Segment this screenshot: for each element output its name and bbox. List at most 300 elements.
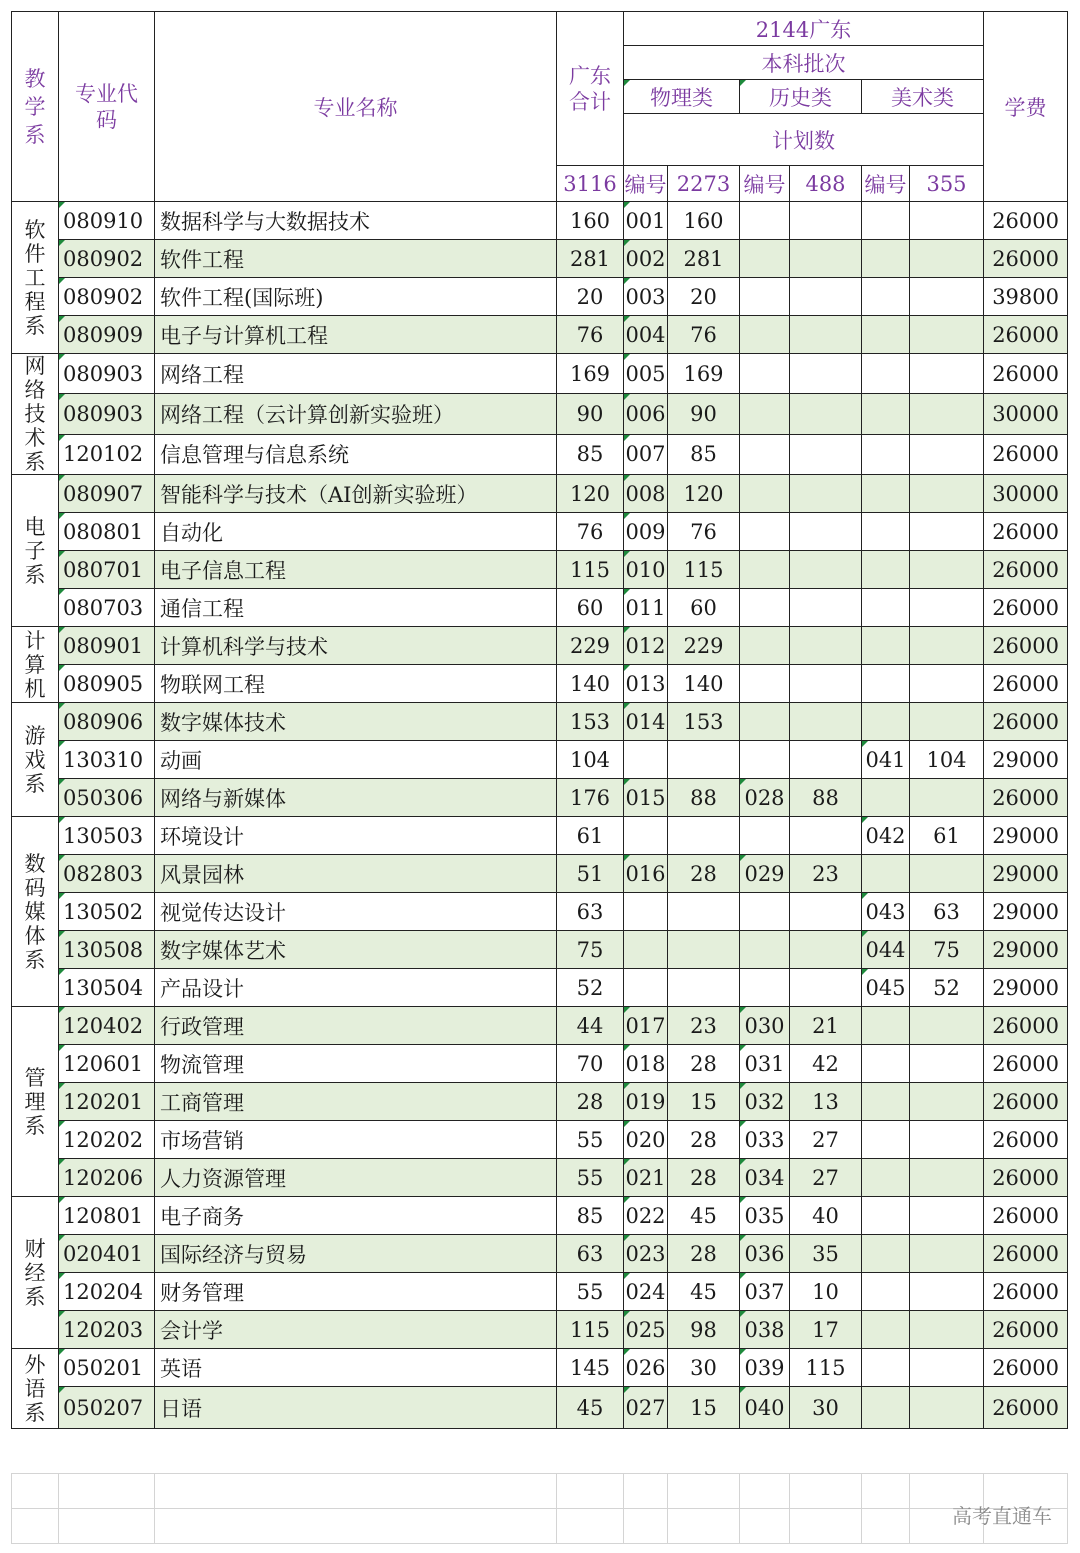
history-plan-cell: 42	[790, 1045, 862, 1083]
code-cell: 080906	[59, 703, 155, 741]
table-row	[12, 817, 1068, 855]
total-cell: 63	[557, 1235, 624, 1273]
name-cell: 数字媒体技术	[155, 703, 557, 741]
physics-serial-cell: 010	[624, 551, 668, 589]
header-serial-history: 编号	[740, 166, 790, 202]
history-serial-cell: 033	[740, 1121, 790, 1159]
name-cell: 物联网工程	[155, 665, 557, 703]
physics-plan-cell: 85	[668, 434, 740, 474]
history-plan-cell: 27	[790, 1121, 862, 1159]
art-serial-cell: 042	[862, 817, 910, 855]
history-serial-cell	[740, 240, 790, 278]
history-plan-cell	[790, 316, 862, 354]
name-cell: 网络工程（云计算创新实验班）	[155, 394, 557, 434]
history-serial-cell: 035	[740, 1197, 790, 1235]
fee-cell: 26000	[984, 1121, 1068, 1159]
physics-plan-cell: 28	[668, 1235, 740, 1273]
table-row	[12, 1387, 1068, 1429]
physics-plan-cell: 160	[668, 202, 740, 240]
fee-cell: 26000	[984, 551, 1068, 589]
physics-plan-cell: 28	[668, 855, 740, 893]
total-cell: 176	[557, 779, 624, 817]
physics-plan-cell: 281	[668, 240, 740, 278]
header-batch: 本科批次	[624, 46, 984, 80]
history-plan-cell: 17	[790, 1311, 862, 1349]
history-serial-cell: 032	[740, 1083, 790, 1121]
history-plan-cell: 88	[790, 779, 862, 817]
art-serial-cell	[862, 394, 910, 434]
table-row	[12, 855, 1068, 893]
fee-cell: 26000	[984, 1387, 1068, 1429]
history-plan-cell	[790, 240, 862, 278]
name-cell: 智能科学与技术（AI创新实验班）	[155, 475, 557, 513]
table-row	[12, 627, 1068, 665]
name-cell: 环境设计	[155, 817, 557, 855]
physics-serial-cell: 011	[624, 589, 668, 627]
history-serial-cell	[740, 741, 790, 779]
physics-serial-cell: 017	[624, 1007, 668, 1045]
code-cell: 120203	[59, 1311, 155, 1349]
physics-serial-cell: 002	[624, 240, 668, 278]
history-serial-cell	[740, 434, 790, 474]
physics-plan-cell: 140	[668, 665, 740, 703]
table-row	[12, 1159, 1068, 1197]
art-serial-cell	[862, 665, 910, 703]
name-cell: 电子与计算机工程	[155, 316, 557, 354]
header-art-plan: 355	[910, 166, 984, 202]
physics-serial-cell: 020	[624, 1121, 668, 1159]
art-serial-cell	[862, 316, 910, 354]
history-plan-cell: 10	[790, 1273, 862, 1311]
code-cell: 130504	[59, 969, 155, 1007]
code-cell: 120601	[59, 1045, 155, 1083]
header-gd-total: 广东 合计	[557, 12, 624, 166]
physics-serial-cell: 009	[624, 513, 668, 551]
code-cell: 050201	[59, 1349, 155, 1387]
total-cell: 51	[557, 855, 624, 893]
physics-plan-cell: 76	[668, 316, 740, 354]
history-serial-cell: 040	[740, 1387, 790, 1429]
fee-cell: 26000	[984, 1349, 1068, 1387]
physics-plan-cell: 45	[668, 1273, 740, 1311]
table-row	[12, 1349, 1068, 1387]
art-plan-cell	[910, 1045, 984, 1083]
art-plan-cell	[910, 703, 984, 741]
fee-cell: 26000	[984, 589, 1068, 627]
art-serial-cell	[862, 589, 910, 627]
physics-serial-cell: 027	[624, 1387, 668, 1429]
table-row	[12, 1121, 1068, 1159]
physics-serial-cell: 005	[624, 354, 668, 394]
physics-plan-cell: 60	[668, 589, 740, 627]
art-plan-cell	[910, 665, 984, 703]
name-cell: 软件工程(国际班)	[155, 278, 557, 316]
dept-cell: 财 经 系	[12, 1197, 59, 1349]
art-plan-cell	[910, 354, 984, 394]
physics-serial-cell	[624, 969, 668, 1007]
name-cell: 电子信息工程	[155, 551, 557, 589]
table-row	[12, 513, 1068, 551]
header-plan: 计划数	[624, 115, 984, 166]
fee-cell: 26000	[984, 1273, 1068, 1311]
art-serial-cell	[862, 202, 910, 240]
fee-cell: 26000	[984, 627, 1068, 665]
dept-cell: 网 络 技 术 系	[12, 354, 59, 475]
dept-cell: 外 语 系	[12, 1349, 59, 1429]
fee-cell: 29000	[984, 969, 1068, 1007]
physics-plan-cell: 90	[668, 394, 740, 434]
total-cell: 229	[557, 627, 624, 665]
code-cell: 080903	[59, 394, 155, 434]
name-cell: 计算机科学与技术	[155, 627, 557, 665]
physics-serial-cell: 019	[624, 1083, 668, 1121]
code-cell: 050306	[59, 779, 155, 817]
fee-cell: 30000	[984, 394, 1068, 434]
history-plan-cell: 13	[790, 1083, 862, 1121]
fee-cell: 26000	[984, 316, 1068, 354]
fee-cell: 26000	[984, 1235, 1068, 1273]
history-serial-cell	[740, 931, 790, 969]
code-cell: 020401	[59, 1235, 155, 1273]
code-cell: 080909	[59, 316, 155, 354]
art-plan-cell	[910, 1349, 984, 1387]
history-plan-cell: 40	[790, 1197, 862, 1235]
physics-plan-cell: 120	[668, 475, 740, 513]
table-row	[12, 893, 1068, 931]
physics-serial-cell: 008	[624, 475, 668, 513]
physics-plan-cell: 28	[668, 1045, 740, 1083]
name-cell: 通信工程	[155, 589, 557, 627]
total-cell: 140	[557, 665, 624, 703]
art-plan-cell	[910, 627, 984, 665]
art-plan-cell: 75	[910, 931, 984, 969]
header-history-plan: 488	[790, 166, 862, 202]
history-serial-cell	[740, 354, 790, 394]
dept-cell: 游 戏 系	[12, 703, 59, 817]
dept-cell: 管 理 系	[12, 1007, 59, 1197]
code-cell: 130503	[59, 817, 155, 855]
total-cell: 85	[557, 1197, 624, 1235]
history-plan-cell	[790, 475, 862, 513]
fee-cell: 39800	[984, 278, 1068, 316]
art-plan-cell	[910, 1197, 984, 1235]
art-serial-cell: 045	[862, 969, 910, 1007]
physics-serial-cell: 003	[624, 278, 668, 316]
header-serial-art: 编号	[862, 166, 910, 202]
physics-serial-cell: 015	[624, 779, 668, 817]
fee-cell: 29000	[984, 817, 1068, 855]
art-plan-cell	[910, 278, 984, 316]
total-cell: 90	[557, 394, 624, 434]
history-plan-cell	[790, 589, 862, 627]
history-serial-cell: 034	[740, 1159, 790, 1197]
history-serial-cell: 039	[740, 1349, 790, 1387]
art-plan-cell	[910, 551, 984, 589]
fee-cell: 29000	[984, 893, 1068, 931]
name-cell: 财务管理	[155, 1273, 557, 1311]
fee-cell: 26000	[984, 665, 1068, 703]
history-plan-cell: 27	[790, 1159, 862, 1197]
table-row	[12, 589, 1068, 627]
art-serial-cell: 044	[862, 931, 910, 969]
name-cell: 电子商务	[155, 1197, 557, 1235]
code-cell: 120102	[59, 434, 155, 474]
art-serial-cell	[862, 1235, 910, 1273]
header-code: 专业代 码	[59, 12, 155, 202]
code-cell: 080903	[59, 354, 155, 394]
physics-plan-cell: 153	[668, 703, 740, 741]
code-cell: 120202	[59, 1121, 155, 1159]
history-serial-cell	[740, 475, 790, 513]
history-plan-cell	[790, 969, 862, 1007]
history-serial-cell: 028	[740, 779, 790, 817]
table-row	[12, 354, 1068, 394]
name-cell: 国际经济与贸易	[155, 1235, 557, 1273]
code-cell: 050207	[59, 1387, 155, 1429]
art-serial-cell	[862, 1159, 910, 1197]
code-cell: 080907	[59, 475, 155, 513]
total-cell: 153	[557, 703, 624, 741]
table-row	[12, 1083, 1068, 1121]
physics-plan-cell: 88	[668, 779, 740, 817]
history-plan-cell: 30	[790, 1387, 862, 1429]
art-serial-cell	[862, 1007, 910, 1045]
total-cell: 145	[557, 1349, 624, 1387]
physics-plan-cell	[668, 817, 740, 855]
physics-serial-cell: 016	[624, 855, 668, 893]
art-serial-cell	[862, 1121, 910, 1159]
name-cell: 动画	[155, 741, 557, 779]
history-serial-cell	[740, 589, 790, 627]
name-cell: 英语	[155, 1349, 557, 1387]
art-serial-cell: 041	[862, 741, 910, 779]
art-plan-cell	[910, 1273, 984, 1311]
history-plan-cell	[790, 893, 862, 931]
table-row	[12, 1197, 1068, 1235]
art-serial-cell	[862, 1273, 910, 1311]
physics-serial-cell	[624, 893, 668, 931]
physics-serial-cell: 013	[624, 665, 668, 703]
table-row	[12, 240, 1068, 278]
total-cell: 44	[557, 1007, 624, 1045]
physics-serial-cell: 023	[624, 1235, 668, 1273]
physics-serial-cell: 026	[624, 1349, 668, 1387]
total-cell: 75	[557, 931, 624, 969]
art-serial-cell	[862, 513, 910, 551]
physics-plan-cell: 229	[668, 627, 740, 665]
physics-serial-cell	[624, 817, 668, 855]
physics-plan-cell: 28	[668, 1159, 740, 1197]
code-cell: 080801	[59, 513, 155, 551]
art-plan-cell	[910, 394, 984, 434]
code-cell: 130502	[59, 893, 155, 931]
physics-serial-cell: 006	[624, 394, 668, 434]
header-batch-code: 2144广东	[624, 12, 984, 46]
history-plan-cell	[790, 703, 862, 741]
physics-plan-cell	[668, 931, 740, 969]
code-cell: 120204	[59, 1273, 155, 1311]
header-serial-physics: 编号	[624, 166, 668, 202]
name-cell: 人力资源管理	[155, 1159, 557, 1197]
history-plan-cell	[790, 354, 862, 394]
header-physics-plan: 2273	[668, 166, 740, 202]
code-cell: 120206	[59, 1159, 155, 1197]
name-cell: 产品设计	[155, 969, 557, 1007]
art-plan-cell	[910, 1159, 984, 1197]
code-cell: 120402	[59, 1007, 155, 1045]
history-serial-cell	[740, 703, 790, 741]
dept-cell: 电 子 系	[12, 475, 59, 627]
code-cell: 082803	[59, 855, 155, 893]
history-serial-cell	[740, 513, 790, 551]
art-serial-cell	[862, 475, 910, 513]
art-serial-cell	[862, 855, 910, 893]
history-plan-cell	[790, 551, 862, 589]
table-row	[12, 202, 1068, 240]
header-total-plan: 3116	[557, 166, 624, 202]
fee-cell: 26000	[984, 1197, 1068, 1235]
art-plan-cell	[910, 434, 984, 474]
table-row	[12, 1235, 1068, 1273]
art-plan-cell	[910, 1121, 984, 1159]
history-plan-cell	[790, 394, 862, 434]
fee-cell: 26000	[984, 513, 1068, 551]
table-row	[12, 969, 1068, 1007]
art-plan-cell	[910, 1007, 984, 1045]
fee-cell: 26000	[984, 1045, 1068, 1083]
fee-cell: 29000	[984, 741, 1068, 779]
art-serial-cell: 043	[862, 893, 910, 931]
history-serial-cell	[740, 665, 790, 703]
table-row	[12, 1045, 1068, 1083]
physics-plan-cell: 15	[668, 1387, 740, 1429]
history-plan-cell	[790, 434, 862, 474]
history-serial-cell	[740, 817, 790, 855]
total-cell: 70	[557, 1045, 624, 1083]
total-cell: 45	[557, 1387, 624, 1429]
history-serial-cell: 031	[740, 1045, 790, 1083]
total-cell: 115	[557, 551, 624, 589]
table-row	[12, 434, 1068, 474]
total-cell: 63	[557, 893, 624, 931]
total-cell: 281	[557, 240, 624, 278]
history-serial-cell: 029	[740, 855, 790, 893]
total-cell: 76	[557, 316, 624, 354]
art-serial-cell	[862, 1311, 910, 1349]
art-serial-cell	[862, 354, 910, 394]
enrollment-plan-table	[11, 11, 1068, 1429]
physics-plan-cell: 115	[668, 551, 740, 589]
physics-serial-cell: 025	[624, 1311, 668, 1349]
code-cell: 120201	[59, 1083, 155, 1121]
art-plan-cell	[910, 316, 984, 354]
name-cell: 网络工程	[155, 354, 557, 394]
total-cell: 115	[557, 1311, 624, 1349]
history-plan-cell	[790, 817, 862, 855]
art-plan-cell	[910, 1311, 984, 1349]
physics-serial-cell: 007	[624, 434, 668, 474]
physics-plan-cell: 98	[668, 1311, 740, 1349]
art-plan-cell	[910, 1083, 984, 1121]
name-cell: 自动化	[155, 513, 557, 551]
art-serial-cell	[862, 1387, 910, 1429]
physics-plan-cell: 20	[668, 278, 740, 316]
header-dept: 教 学 系	[12, 12, 59, 202]
dept-cell: 数 码 媒 体 系	[12, 817, 59, 1007]
history-plan-cell	[790, 665, 862, 703]
history-plan-cell	[790, 931, 862, 969]
art-serial-cell	[862, 240, 910, 278]
table-row	[12, 316, 1068, 354]
header-art: 美术类	[862, 80, 984, 114]
art-serial-cell	[862, 1083, 910, 1121]
name-cell: 会计学	[155, 1311, 557, 1349]
art-serial-cell	[862, 434, 910, 474]
table-row	[12, 703, 1068, 741]
history-serial-cell	[740, 893, 790, 931]
fee-cell: 26000	[984, 1007, 1068, 1045]
physics-plan-cell	[668, 969, 740, 1007]
fee-cell: 30000	[984, 475, 1068, 513]
physics-plan-cell	[668, 741, 740, 779]
fee-cell: 26000	[984, 779, 1068, 817]
history-serial-cell	[740, 278, 790, 316]
history-plan-cell: 23	[790, 855, 862, 893]
total-cell: 55	[557, 1159, 624, 1197]
name-cell: 数据科学与大数据技术	[155, 202, 557, 240]
table-row	[12, 1311, 1068, 1349]
art-serial-cell	[862, 1197, 910, 1235]
code-cell: 080901	[59, 627, 155, 665]
physics-plan-cell: 169	[668, 354, 740, 394]
physics-serial-cell: 014	[624, 703, 668, 741]
art-plan-cell	[910, 475, 984, 513]
physics-plan-cell: 23	[668, 1007, 740, 1045]
fee-cell: 26000	[984, 703, 1068, 741]
fee-cell: 26000	[984, 354, 1068, 394]
fee-cell: 29000	[984, 855, 1068, 893]
physics-serial-cell: 004	[624, 316, 668, 354]
table-row	[12, 1273, 1068, 1311]
art-serial-cell	[862, 278, 910, 316]
name-cell: 市场营销	[155, 1121, 557, 1159]
header-physics: 物理类	[624, 80, 740, 114]
name-cell: 信息管理与信息系统	[155, 434, 557, 474]
physics-plan-cell: 45	[668, 1197, 740, 1235]
art-plan-cell	[910, 513, 984, 551]
header-name: 专业名称	[155, 12, 557, 202]
physics-serial-cell: 001	[624, 202, 668, 240]
art-plan-cell: 52	[910, 969, 984, 1007]
total-cell: 28	[557, 1083, 624, 1121]
table-row	[12, 394, 1068, 434]
code-cell: 130310	[59, 741, 155, 779]
table-row	[12, 1007, 1068, 1045]
code-cell: 130508	[59, 931, 155, 969]
art-plan-cell	[910, 1387, 984, 1429]
history-serial-cell: 030	[740, 1007, 790, 1045]
dept-cell: 软 件 工 程 系	[12, 202, 59, 354]
code-cell: 080703	[59, 589, 155, 627]
art-plan-cell	[910, 1235, 984, 1273]
art-serial-cell	[862, 551, 910, 589]
history-serial-cell	[740, 202, 790, 240]
history-serial-cell	[740, 394, 790, 434]
watermark: 高考直通车	[952, 1504, 1052, 1528]
total-cell: 120	[557, 475, 624, 513]
art-serial-cell	[862, 1045, 910, 1083]
history-plan-cell	[790, 627, 862, 665]
